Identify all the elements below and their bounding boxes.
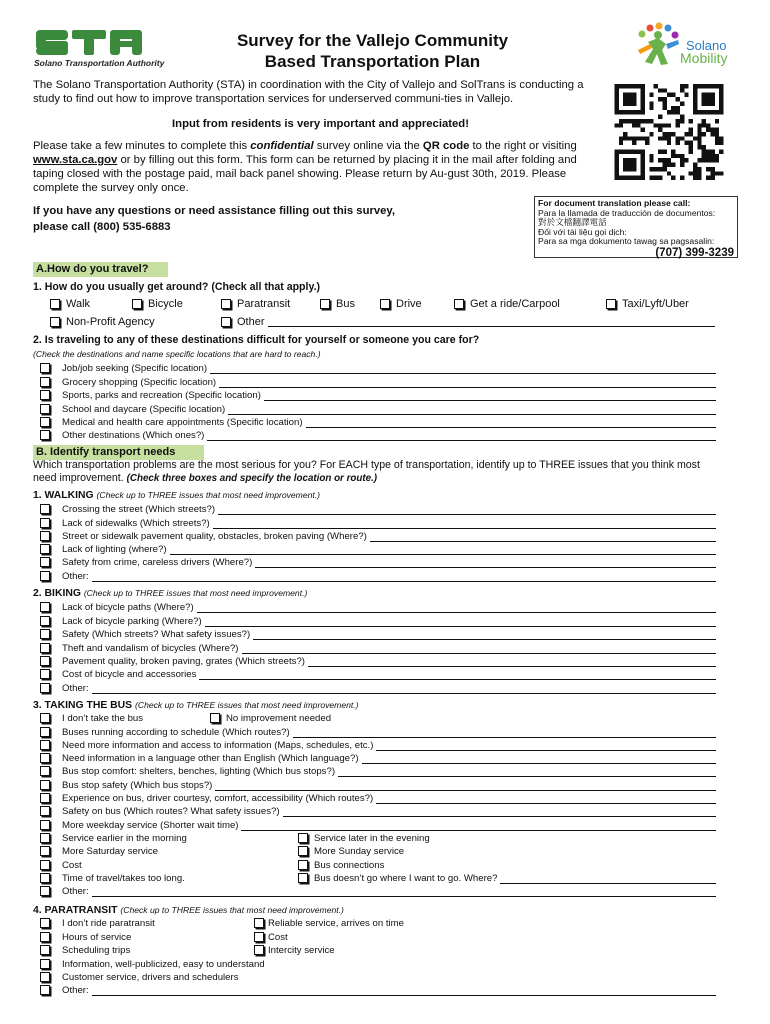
list-item[interactable]: Medical and health care appointments (Specific location) xyxy=(40,415,716,428)
list-item[interactable]: Job/job seeking (Specific location) xyxy=(40,361,716,374)
list-item[interactable]: Other: xyxy=(40,680,716,693)
section-b-intro: Which transportation problems are the most serious for you? For EACH type of transportation, identify up to THREE issues that you think most need improvement. (Check three boxes and specify the location or route.) xyxy=(33,459,700,484)
bus-no-improvement[interactable]: No improvement needed xyxy=(210,711,331,724)
translation-box: For document translation please call: Para la llamada de traducción de documentos: 對於文檔翻譯電話 Đối với tài liệu gọi dịch: Para sa mga dokumento tawag sa pagsasalin: (707) 399-3239 xyxy=(534,196,738,258)
option-walk[interactable]: Walk xyxy=(50,298,90,310)
answer-line[interactable] xyxy=(268,317,715,327)
question-2-note: (Check the destinations and name specific locations that are hard to reach.) xyxy=(33,349,321,359)
list-item[interactable]: Theft and vandalism of bicycles (Where?) xyxy=(40,640,716,653)
list-item[interactable]: More Saturday service xyxy=(40,844,300,857)
walking-list xyxy=(40,502,716,582)
list-item[interactable]: Safety (Which streets? What safety issues?) xyxy=(40,627,716,640)
option-non-profit[interactable]: Non-Profit Agency xyxy=(50,316,155,328)
svg-text:Mobility: Mobility xyxy=(680,50,728,66)
bus-other[interactable]: Other: xyxy=(40,884,716,897)
page-title xyxy=(200,30,545,72)
section-a-heading: A.How do you travel? xyxy=(33,262,168,277)
paratransit-title: 4. PARATRANSIT (Check up to THREE issues that most need improvement.) xyxy=(33,905,344,916)
list-item[interactable]: Pavement quality, broken paving, grates (Which streets?) xyxy=(40,654,716,667)
list-item[interactable]: Bus stop comfort: shelters, benches, lighting (Which bus stops?) xyxy=(40,764,716,777)
list-item[interactable]: School and daycare (Specific location) xyxy=(40,401,716,414)
list-item[interactable]: Sports, parks and recreation (Specific location) xyxy=(40,388,716,401)
list-item[interactable]: Need information in a language other than English (Which language?) xyxy=(40,751,716,764)
website-link[interactable]: www.sta.ca.gov xyxy=(33,154,118,166)
option-carpool[interactable]: Get a ride/Carpool xyxy=(454,298,560,310)
list-item[interactable]: Lack of bicycle parking (Where?) xyxy=(40,613,716,626)
option-bicycle[interactable]: Bicycle xyxy=(132,298,183,310)
checkbox[interactable] xyxy=(320,299,330,309)
list-item[interactable]: Reliable service, arrives on time xyxy=(254,916,474,929)
list-item[interactable]: Bus connections xyxy=(298,857,716,870)
list-item[interactable]: Safety from crime, careless drivers (Where?) xyxy=(40,555,716,568)
list-item[interactable]: Other: xyxy=(40,568,716,581)
question-1: 1. How do you usually get around? (Check all that apply.) xyxy=(33,281,321,293)
solano-mobility-logo xyxy=(628,20,748,78)
question-2: 2. Is traveling to any of these destinations difficult for yourself or someone you care for? xyxy=(33,334,480,346)
option-taxi[interactable]: Taxi/Lyft/Uber xyxy=(606,298,689,310)
bus-list xyxy=(40,724,716,830)
list-item[interactable]: Information, well-publicized, easy to understand xyxy=(40,956,716,969)
list-item[interactable]: More weekday service (Shorter wait time) xyxy=(40,817,716,830)
biking-title: 2. BIKING (Check up to THREE issues that most need improvement.) xyxy=(33,588,308,599)
qr-code[interactable] xyxy=(614,84,724,180)
list-item[interactable]: Crossing the street (Which streets?) xyxy=(40,502,716,515)
bus-title: 3. TAKING THE BUS (Check up to THREE issues that most need improvement.) xyxy=(33,700,359,711)
list-item[interactable]: Buses running according to schedule (Which routes?) xyxy=(40,724,716,737)
checkbox[interactable] xyxy=(132,299,142,309)
sta-logo-subtitle: Solano Transportation Authority xyxy=(34,58,165,68)
walking-title: 1. WALKING (Check up to THREE issues that most need improvement.) xyxy=(33,490,321,501)
title-line-1: Survey for the Vallejo Community xyxy=(236,31,509,50)
biking-list xyxy=(40,600,716,694)
paratransit-pairs-right xyxy=(254,916,474,956)
list-item[interactable]: Cost xyxy=(254,929,474,942)
list-item[interactable]: Cost of bicycle and accessories xyxy=(40,667,716,680)
checkbox[interactable] xyxy=(221,317,231,327)
checkbox[interactable] xyxy=(221,299,231,309)
list-item[interactable]: More Sunday service xyxy=(298,844,716,857)
list-item[interactable]: Grocery shopping (Specific location) xyxy=(40,374,716,387)
list-item[interactable]: Experience on bus, driver courtesy, comfort, accessibility (Which routes?) xyxy=(40,791,716,804)
list-item[interactable]: Bus doesn’t go where I want to go. Where? xyxy=(298,871,716,884)
title-line-2: Based Transportation Plan xyxy=(264,52,481,71)
option-paratransit[interactable]: Paratransit xyxy=(221,298,290,310)
option-bus[interactable]: Bus xyxy=(320,298,355,310)
list-item[interactable]: Customer service, drivers and schedulers xyxy=(40,970,716,983)
list-item[interactable]: Hours of service xyxy=(40,929,260,942)
svg-text:Solano: Solano xyxy=(686,38,727,53)
list-item[interactable]: Lack of lighting (where?) xyxy=(40,542,716,555)
checkbox[interactable] xyxy=(50,317,60,327)
option-drive[interactable]: Drive xyxy=(380,298,422,310)
paratransit-pairs-left xyxy=(40,916,260,956)
option-other[interactable]: Other xyxy=(221,316,715,328)
list-item[interactable]: Scheduling trips xyxy=(40,943,260,956)
list-item[interactable]: Cost xyxy=(40,857,300,870)
list-item[interactable]: Street or sidewalk pavement quality, obstacles, broken paving (Where?) xyxy=(40,529,716,542)
bus-no-ride[interactable]: I don’t take the bus xyxy=(40,711,143,724)
list-item[interactable]: Other: xyxy=(40,983,716,996)
section-b-heading: B. Identify transport needs xyxy=(33,445,204,460)
list-item[interactable]: I don’t ride paratransit xyxy=(40,916,260,929)
intro-paragraph: The Solano Transportation Authority (STA) in coordination with the City of Vallejo and SolTrans is conducting a study to find out how to improve transportation services for underserved communi-ties in Vallejo. xyxy=(33,79,584,105)
instructions-paragraph: Please take a few minutes to complete this confidential survey online via the QR code to the right or visiting www.sta.ca.gov or by filling out this form. This form can be returned by placing it in the mail after folding and taping closed with the postage paid, mail back panel showing. Please return by Au-gust 30th, 2019. Please complete the survey only once. xyxy=(33,140,577,194)
checkbox[interactable] xyxy=(454,299,464,309)
list-item[interactable]: Safety on bus (Which routes? What safety issues?) xyxy=(40,804,716,817)
list-item[interactable]: Need more information and access to information (Maps, schedules, etc.) xyxy=(40,738,716,751)
intro-emphasis: Input from residents is very important and appreciated! xyxy=(172,118,469,130)
bus-pairs-left xyxy=(40,831,300,884)
checkbox[interactable] xyxy=(50,299,60,309)
list-item[interactable]: Lack of sidewalks (Which streets?) xyxy=(40,515,716,528)
list-item[interactable]: Lack of bicycle paths (Where?) xyxy=(40,600,716,613)
assistance-note: If you have any questions or need assistance filling out this survey, please call (800) 535-6883 xyxy=(33,205,396,233)
translation-phone: (707) 399-3239 xyxy=(655,246,734,259)
list-item[interactable]: Intercity service xyxy=(254,943,474,956)
list-item[interactable]: Bus stop safety (Which bus stops?) xyxy=(40,777,716,790)
paratransit-list xyxy=(40,956,716,996)
bus-pairs-right xyxy=(298,831,716,884)
checkbox[interactable] xyxy=(606,299,616,309)
checkbox[interactable] xyxy=(380,299,390,309)
list-item[interactable]: Time of travel/takes too long. xyxy=(40,871,300,884)
list-item[interactable]: Other destinations (Which ones?) xyxy=(40,428,716,441)
destinations-list xyxy=(40,361,716,441)
list-item[interactable]: Service later in the evening xyxy=(298,831,716,844)
list-item[interactable]: Service earlier in the morning xyxy=(40,831,300,844)
